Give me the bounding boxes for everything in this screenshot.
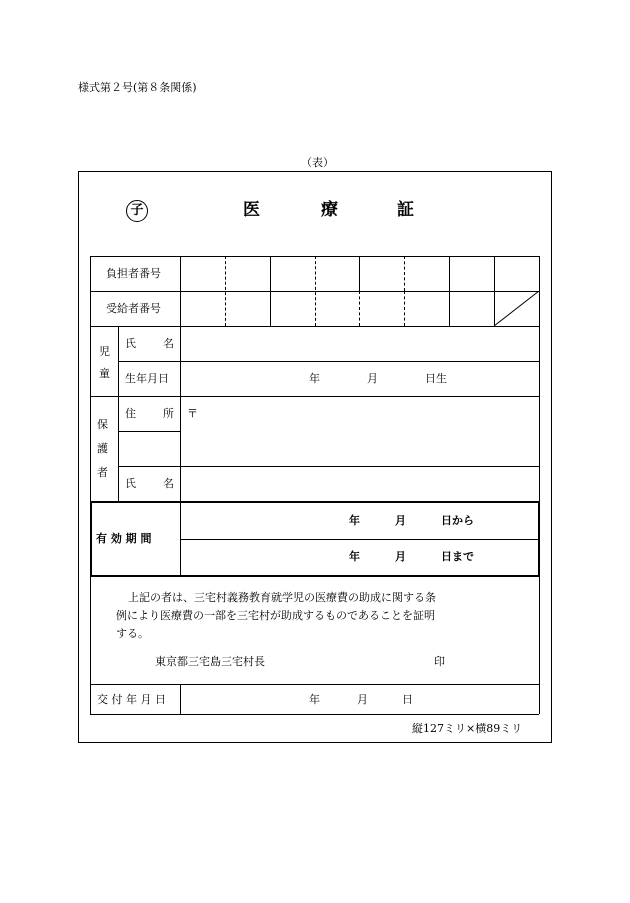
child-label-char-2: 童: [99, 367, 110, 380]
guardian-label-char-3: 者: [97, 466, 108, 479]
issuer-name: 東京都三宅島三宅村長: [155, 655, 265, 668]
issue-date-label: 交 付 年 月 日: [97, 693, 166, 706]
birthdate-day-unit: 日生: [425, 372, 447, 385]
validity-from-day-unit: 日から: [441, 514, 474, 527]
birthdate-month-unit: 月: [367, 372, 378, 385]
recipient-number-label: 受給者番号: [106, 302, 161, 315]
validity-until-day-unit: 日まで: [441, 550, 474, 563]
issue-month-unit: 月: [357, 693, 368, 706]
address-label-char-2: 所: [163, 407, 174, 420]
certification-line-3: する。: [116, 627, 149, 640]
side-label: （表）: [301, 156, 334, 169]
child-label-char-1: 児: [99, 345, 110, 358]
postal-mark: 〒: [187, 407, 198, 420]
child-name-label-char-2: 名: [163, 337, 174, 350]
burden-number-label: 負担者番号: [106, 267, 161, 280]
birthdate-year-unit: 年: [309, 372, 320, 385]
guardian-label-char-1: 保: [97, 418, 108, 431]
dimensions-note: 縦127ミリ×横89ミリ: [412, 722, 523, 735]
validity-label: 有 効 期 間: [96, 532, 152, 545]
title-char-3: 証: [397, 200, 414, 220]
certification-line-2: 例により医療費の一部を三宅村が助成するものであることを証明: [116, 609, 435, 622]
child-birthdate-label: 生年月日: [125, 372, 169, 385]
title-char-2: 療: [321, 200, 338, 220]
child-badge: [126, 200, 148, 222]
child-name-label-char-1: 氏: [125, 337, 136, 350]
guardian-name-label-char-1: 氏: [125, 477, 136, 490]
validity-from-year-unit: 年: [349, 514, 360, 527]
title-char-1: 医: [243, 200, 260, 220]
address-label-char-1: 住: [125, 407, 136, 420]
issue-year-unit: 年: [309, 693, 320, 706]
validity-until-year-unit: 年: [349, 550, 360, 563]
blank-cell-diagonal: [494, 291, 540, 327]
issue-day-unit: 日: [402, 693, 413, 706]
seal-mark: 印: [434, 655, 445, 668]
validity-until-month-unit: 月: [395, 550, 406, 563]
form-number: 様式第２号(第８条関係): [78, 81, 197, 94]
guardian-label-char-2: 護: [97, 442, 108, 455]
validity-from-month-unit: 月: [395, 514, 406, 527]
certification-line-1: 上記の者は、三宅村義務教育就学児の医療費の助成に関する条: [128, 591, 436, 604]
child-badge-text: 子: [130, 203, 144, 218]
guardian-name-label-char-2: 名: [163, 477, 174, 490]
